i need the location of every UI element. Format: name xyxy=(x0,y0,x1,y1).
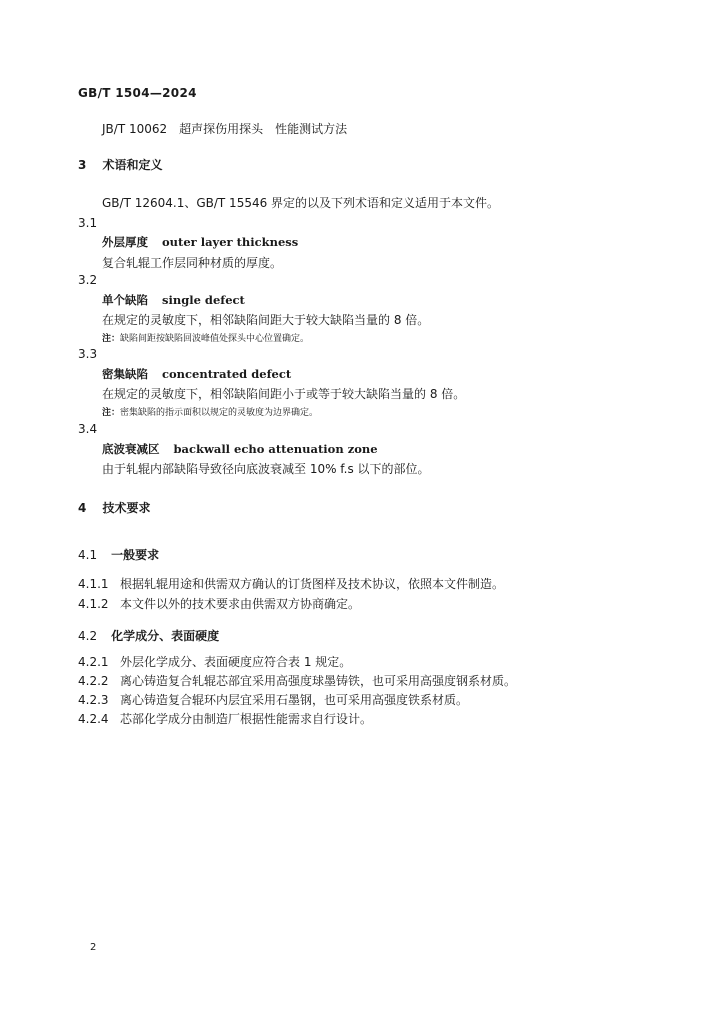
clause-number: 4.2.3 xyxy=(78,693,109,707)
note-label: 注： xyxy=(102,408,121,418)
term-heading xyxy=(102,234,298,250)
subsection-number: 4.2 xyxy=(78,629,98,643)
section-3-heading xyxy=(78,156,163,173)
normative-reference: JB/T 10062 超声探伤用探头 性能测试方法 xyxy=(102,122,348,136)
clause-number: 4.2.2 xyxy=(78,674,109,688)
section-4-heading xyxy=(78,499,151,516)
clause xyxy=(78,691,468,708)
subsection-number: 4.1 xyxy=(78,548,98,562)
subsection-4-1-heading xyxy=(78,546,159,563)
clause xyxy=(78,575,504,592)
term-en: concentrated defect xyxy=(162,367,292,381)
term-zh: 底波衰减区 xyxy=(102,442,160,456)
term-heading xyxy=(102,292,245,308)
clause-text: 本文件以外的技术要求由供需双方协商确定。 xyxy=(120,597,361,611)
term-number: 3.1 xyxy=(78,216,98,230)
subsection-4-2-heading xyxy=(78,627,219,644)
term-number: 3.3 xyxy=(78,347,98,361)
clause-number: 4.1.1 xyxy=(78,577,109,591)
note-label: 注： xyxy=(102,334,121,344)
term-heading xyxy=(102,441,378,457)
term-number: 3.2 xyxy=(78,273,98,287)
term-number: 3.4 xyxy=(78,422,98,436)
term-definition: 在规定的灵敏度下，相邻缺陷间距小于或等于较大缺陷当量的 8 倍。 xyxy=(102,387,466,401)
subsection-title: 一般要求 xyxy=(111,548,160,562)
term-note xyxy=(102,405,318,418)
term-zh: 单个缺陷 xyxy=(102,293,148,307)
clause-text: 离心铸造复合轧辊芯部宜采用高强度球墨铸铁，也可采用高强度钢系材质。 xyxy=(120,674,517,688)
note-text: 缺陷间距按缺陷回波峰值处探头中心位置确定。 xyxy=(120,334,310,344)
term-note xyxy=(102,331,309,344)
term-definition: 复合轧辊工作层同种材质的厚度。 xyxy=(102,256,283,270)
term-heading xyxy=(102,366,291,382)
clause-text: 根据轧辊用途和供需双方确认的订货图样及技术协议，依照本文件制造。 xyxy=(120,577,505,591)
term-definition: 在规定的灵敏度下，相邻缺陷间距大于较大缺陷当量的 8 倍。 xyxy=(102,313,430,327)
subsection-title: 化学成分、表面硬度 xyxy=(111,629,220,643)
clause-text: 芯部化学成分由制造厂根据性能需求自行设计。 xyxy=(120,712,373,726)
standard-code-header: GB/T 1504—2024 xyxy=(78,86,197,100)
term-en: outer layer thickness xyxy=(162,235,299,249)
term-en: single defect xyxy=(162,293,245,307)
clause xyxy=(78,595,360,612)
clause-text: 离心铸造复合辊环内层宜采用石墨钢，也可采用高强度铁系材质。 xyxy=(120,693,469,707)
term-zh: 密集缺陷 xyxy=(102,367,148,381)
section-3-intro: GB/T 12604.1、GB/T 15546 界定的以及下列术语和定义适用于本文件。 xyxy=(102,196,500,210)
note-text: 密集缺陷的指示面积以规定的灵敏度为边界确定。 xyxy=(120,408,319,418)
section-3-number: 3 xyxy=(78,158,87,172)
clause xyxy=(78,672,516,689)
term-zh: 外层厚度 xyxy=(102,235,148,249)
section-3-title: 术语和定义 xyxy=(102,158,163,172)
page-number: 2 xyxy=(90,942,97,953)
section-4-title: 技术要求 xyxy=(102,501,151,515)
clause-number: 4.2.1 xyxy=(78,655,109,669)
clause-number: 4.1.2 xyxy=(78,597,109,611)
clause xyxy=(78,653,351,670)
clause xyxy=(78,710,372,727)
clause-text: 外层化学成分、表面硬度应符合表 1 规定。 xyxy=(120,655,352,669)
term-en: backwall echo attenuation zone xyxy=(173,442,378,456)
term-definition: 由于轧辊内部缺陷导致径向底波衰减至 10% f.s 以下的部位。 xyxy=(102,462,430,476)
clause-number: 4.2.4 xyxy=(78,712,109,726)
section-4-number: 4 xyxy=(78,501,87,515)
